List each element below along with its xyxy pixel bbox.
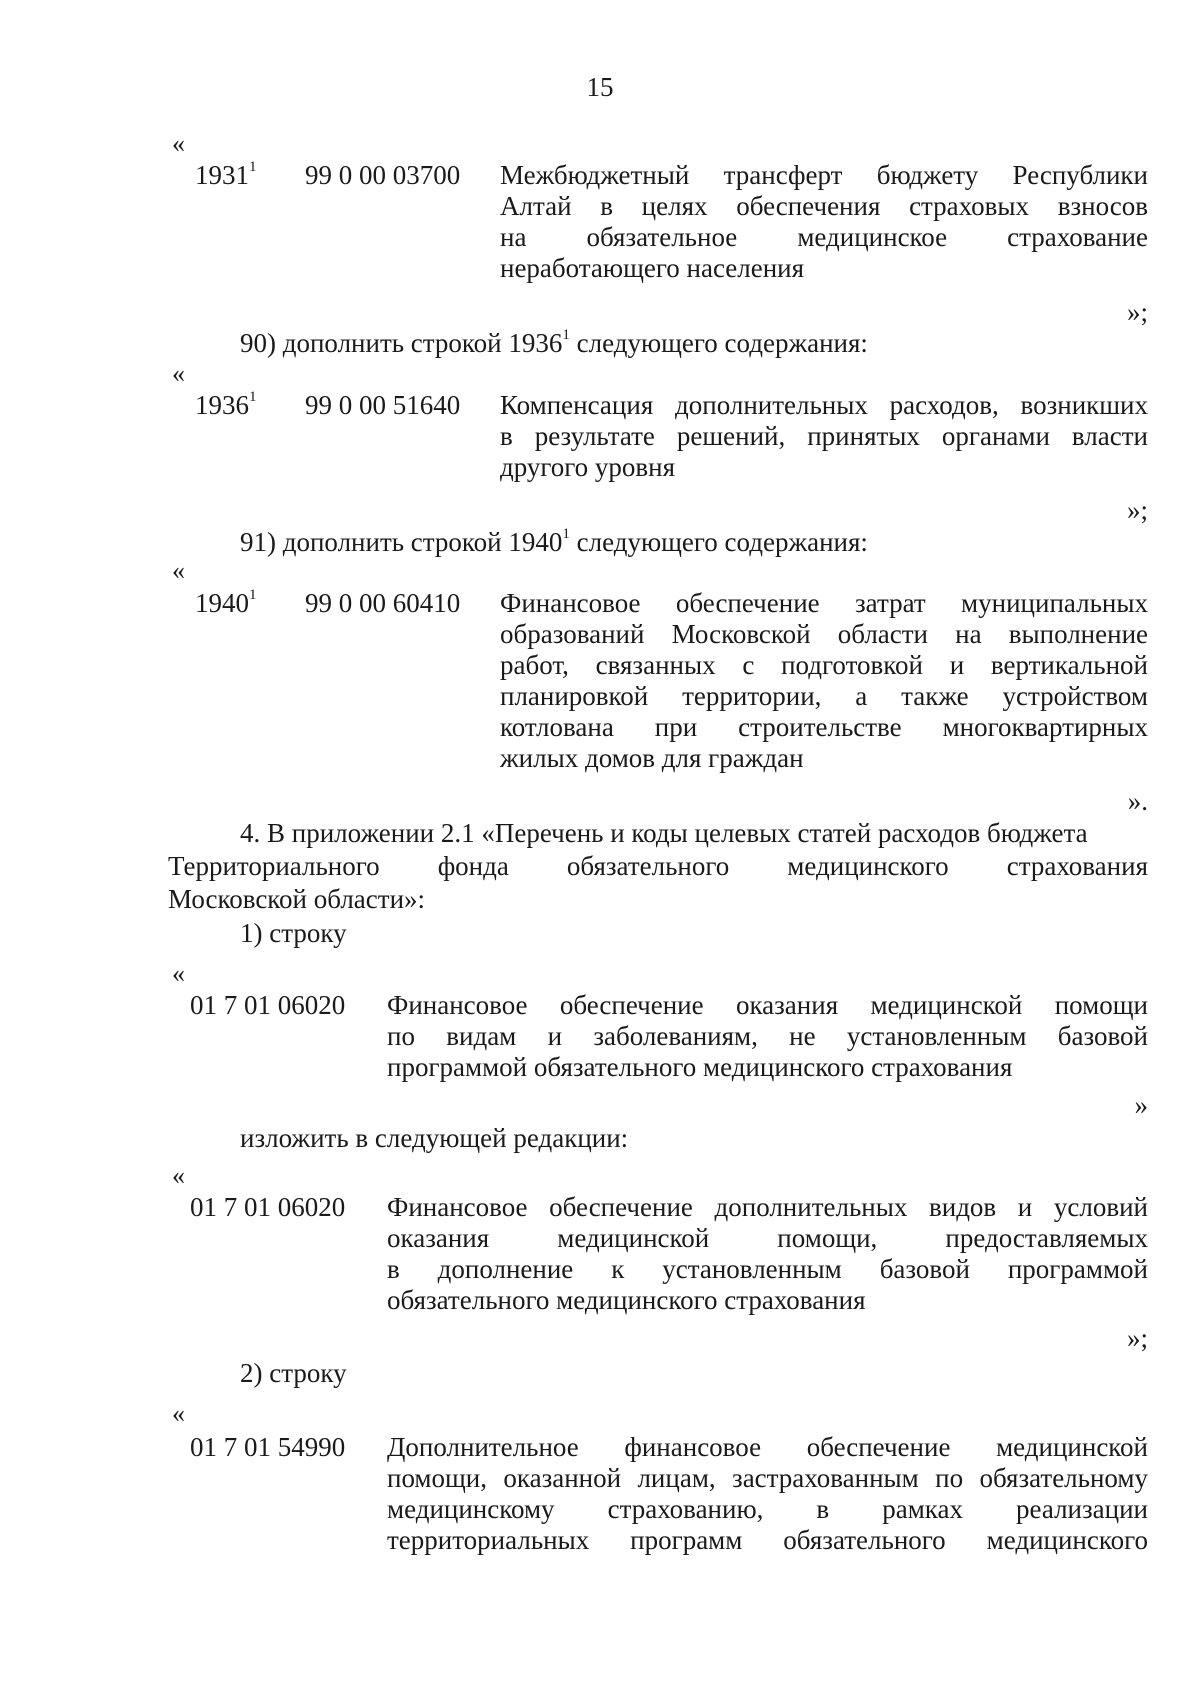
description-line: Межбюджетный трансферт бюджету Республики: [500, 160, 1148, 190]
row-code: 01 7 01 54990: [190, 1432, 346, 1462]
subitem-2: 2) строку: [240, 1358, 347, 1388]
description-line: Алтай в целях обеспечения страховых взносов: [500, 191, 1148, 221]
description-line: Финансовое обеспечение затрат муниципальных: [500, 588, 1148, 618]
opening-quote: «: [172, 1399, 185, 1428]
description-line: Финансовое обеспечение оказания медицинской помощи: [387, 990, 1148, 1020]
row-description: [387, 1192, 1148, 1316]
description-line: в результате решений, принятых органами власти: [500, 421, 1148, 451]
description-line: другого уровня: [500, 452, 676, 482]
row-code: 01 7 01 06020: [190, 990, 346, 1020]
description-line: помощи, оказанной лицам, застрахованным по обязательному: [387, 1463, 1148, 1493]
row-description: [500, 390, 1148, 483]
opening-quote: «: [172, 129, 185, 158]
row-number-value: 1931: [195, 160, 249, 190]
instruction-text-suffix: следующего содержания:: [569, 527, 868, 557]
description-line: планировкой территории, а также устройством: [500, 681, 1148, 711]
paragraph-line: 4. В приложении 2.1 «Перечень и коды целевых статей расходов бюджета: [240, 818, 1088, 848]
row-description: [387, 1432, 1148, 1556]
closing-quote: »: [1134, 1090, 1148, 1120]
instruction-superscript: 1: [562, 327, 570, 343]
row-number-superscript: 1: [249, 389, 257, 405]
description-line: образований Московской области на выполнение: [500, 619, 1148, 649]
description-line: Финансовое обеспечение дополнительных видов и условий: [387, 1192, 1148, 1222]
row-code: 01 7 01 06020: [190, 1192, 346, 1222]
page-number: 15: [586, 72, 614, 102]
paragraph-4: [168, 818, 1148, 917]
row-code: 99 0 00 03700: [305, 160, 461, 190]
row-code: 99 0 00 60410: [305, 588, 461, 618]
row-number: [195, 390, 257, 421]
instruction-superscript: 1: [562, 526, 570, 542]
description-line: программой обязательного медицинского страхования: [387, 1052, 1013, 1082]
instruction-text: 90) дополнить строкой 1936: [240, 328, 563, 358]
subitem-1: 1) строку: [240, 918, 347, 948]
instruction-text-suffix: следующего содержания:: [569, 328, 868, 358]
row-number-superscript: 1: [249, 587, 257, 603]
description-line: жилых домов для граждан: [500, 743, 804, 773]
row-number-value: 1940: [195, 588, 249, 618]
paragraph-line: Московской области»:: [168, 884, 426, 914]
row-description: [387, 990, 1148, 1083]
description-line: территориальных программ обязательного медицинского: [387, 1525, 1148, 1555]
description-line: неработающего населения: [500, 253, 805, 283]
instruction-line: [240, 527, 868, 558]
edit-instruction: изложить в следующей редакции:: [240, 1123, 629, 1153]
description-line: на обязательное медицинское страхование: [500, 222, 1148, 252]
description-line: в дополнение к установленным базовой программой: [387, 1254, 1148, 1284]
instruction-line: [240, 328, 868, 359]
instruction-text: 91) дополнить строкой 1940: [240, 527, 563, 557]
opening-quote: «: [172, 556, 185, 585]
closing-quote: »;: [1126, 495, 1148, 525]
row-code: 99 0 00 51640: [305, 390, 461, 420]
description-line: обязательного медицинского страхования: [387, 1285, 866, 1315]
description-line: котлована при строительстве многоквартирных: [500, 712, 1148, 742]
row-number: [195, 588, 257, 619]
row-number-superscript: 1: [249, 159, 257, 175]
description-line: по видам и заболеваниям, не установленным базовой: [387, 1021, 1148, 1051]
closing-quote: »;: [1126, 1323, 1148, 1353]
row-description: [500, 588, 1148, 774]
opening-quote: «: [172, 959, 185, 988]
closing-quote: ».: [1127, 786, 1148, 816]
closing-quote: »;: [1126, 297, 1148, 327]
row-number-value: 1936: [195, 390, 249, 420]
row-number: [195, 160, 257, 191]
description-line: медицинскому страхованию, в рамках реализации: [387, 1494, 1148, 1524]
opening-quote: «: [172, 1161, 185, 1190]
row-description: [500, 160, 1148, 284]
opening-quote: «: [172, 359, 185, 388]
description-line: работ, связанных с подготовкой и вертикальной: [500, 650, 1148, 680]
description-line: оказания медицинской помощи, предоставляемых: [387, 1223, 1148, 1253]
paragraph-line: Территориального фонда обязательного медицинского страхования: [168, 851, 1148, 881]
description-line: Компенсация дополнительных расходов, возникших: [500, 390, 1148, 420]
description-line: Дополнительное финансовое обеспечение медицинской: [387, 1432, 1148, 1462]
